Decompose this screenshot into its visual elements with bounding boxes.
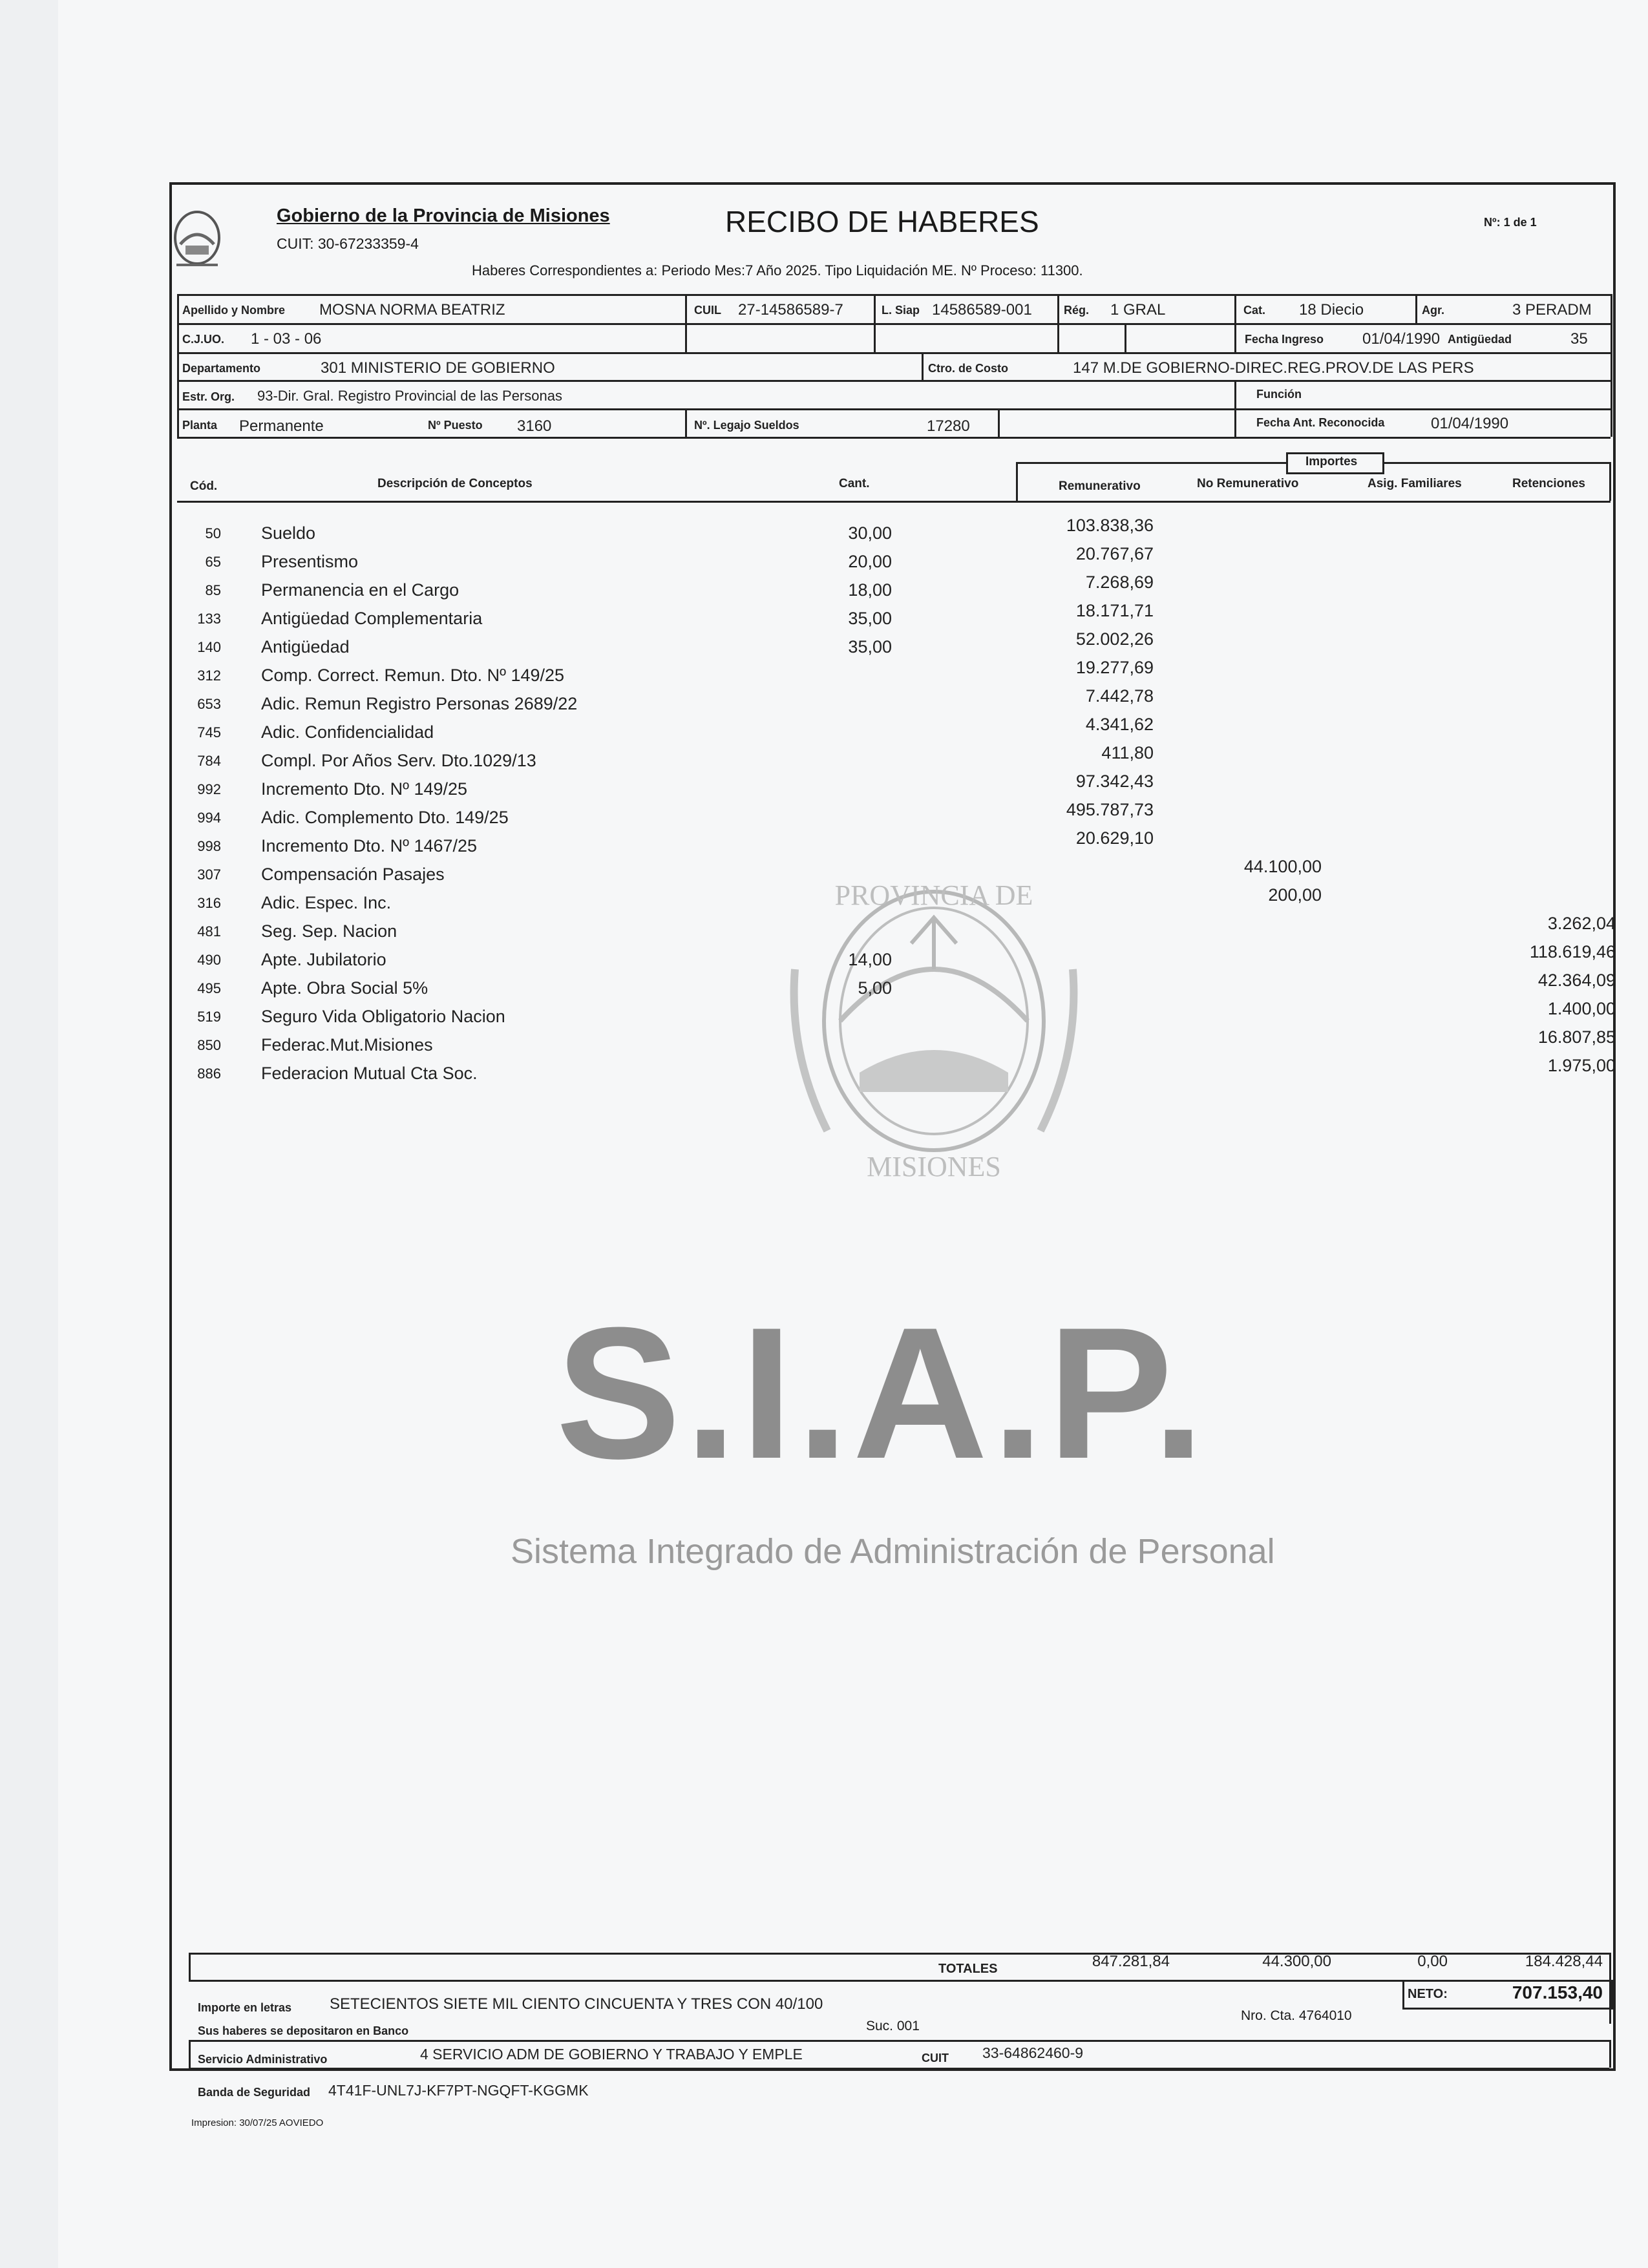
concept-remun: 4.341,62 <box>1085 715 1154 734</box>
concept-no-remun: 44.100,00 <box>1243 857 1322 876</box>
concept-ret: 1.400,00 <box>1547 999 1616 1018</box>
period-line: Haberes Correspondientes a: Periodo Mes:7 Año 2025. Tipo Liquidación ME. Nº Proceso: 11300. <box>472 262 1083 278</box>
concept-code: 316 <box>197 895 221 911</box>
depto-value: 301 MINISTERIO DE GOBIERNO <box>321 359 555 377</box>
concept-description: Incremento Dto. Nº 1467/25 <box>261 836 478 856</box>
info-rule <box>177 380 1611 382</box>
concept-description: Antigüedad Complementaria <box>261 609 483 628</box>
concept-remun: 97.342,43 <box>1075 772 1154 791</box>
concept-description: Seguro Vida Obligatorio Nacion <box>261 1007 505 1026</box>
info-rule <box>177 408 1611 410</box>
puesto-value: 3160 <box>517 417 552 435</box>
province-seal-watermark <box>782 859 1086 1182</box>
info-rule <box>685 408 687 437</box>
concept-description: Sueldo <box>261 523 316 543</box>
concept-remun: 103.838,36 <box>1066 516 1154 535</box>
impresion-info: Impresion: 30/07/25 AOVIEDO <box>191 2117 324 2128</box>
banco-label: Sus haberes se depositaron en Banco <box>198 2024 409 2037</box>
concept-remun: 52.002,26 <box>1075 629 1154 649</box>
banda-value: 4T41F-UNL7J-KF7PT-NGQFT-KGGMK <box>328 2082 589 2099</box>
cjuo-label: C.J.UO. <box>182 333 225 346</box>
concept-ret: 118.619,46 <box>1529 942 1616 961</box>
concept-description: Apte. Jubilatorio <box>261 950 386 969</box>
puesto-label: Nº Puesto <box>428 419 483 432</box>
col-remun: Remunerativo <box>1059 479 1141 493</box>
servicio-cuit-value: 33-64862460-9 <box>982 2044 1084 2061</box>
concept-code: 50 <box>205 525 221 541</box>
info-rule <box>1611 294 1612 437</box>
info-rule <box>177 294 1611 296</box>
info-rule <box>998 408 1000 437</box>
importes-rule <box>1016 462 1018 501</box>
info-rule <box>1234 294 1236 352</box>
totals-rule <box>189 1980 1609 1982</box>
concept-cant: 30,00 <box>848 523 892 543</box>
concept-code: 312 <box>197 667 221 684</box>
agr-label: Agr. <box>1422 304 1445 317</box>
info-rule <box>922 352 924 380</box>
concept-no-remun: 200,00 <box>1268 885 1322 905</box>
concept-code: 481 <box>197 923 221 940</box>
total-ret: 184.428,44 <box>1525 1953 1603 1970</box>
province-logo <box>171 205 223 277</box>
seal-top-text: PROVINCIA DE <box>834 879 1033 911</box>
concept-cant: 14,00 <box>848 950 892 969</box>
concept-ret: 1.975,00 <box>1547 1056 1616 1075</box>
concept-code: 992 <box>197 781 221 797</box>
concept-cant: 18,00 <box>848 580 892 600</box>
footer-rule <box>189 2040 1609 2042</box>
concept-description: Compl. Por Años Serv. Dto.1029/13 <box>261 751 536 770</box>
concept-description: Federac.Mut.Misiones <box>261 1035 433 1055</box>
info-rule <box>685 294 687 323</box>
info-rule <box>177 294 179 437</box>
ctro-label: Ctro. de Costo <box>928 362 1008 375</box>
planta-value: Permanente <box>239 417 324 435</box>
concept-code: 85 <box>205 582 221 598</box>
footer-rule <box>1609 2040 1611 2068</box>
concept-description: Compensación Pasajes <box>261 865 445 884</box>
legajo-label: Nº. Legajo Sueldos <box>694 419 799 432</box>
concept-code: 994 <box>197 810 221 826</box>
siap-subtitle: Sistema Integrado de Administración de Personal <box>511 1532 1275 1571</box>
concept-code: 850 <box>197 1037 221 1053</box>
col-no-remun: No Remunerativo <box>1197 477 1299 490</box>
reg-label: Rég. <box>1064 304 1090 317</box>
info-rule <box>177 352 1611 354</box>
info-rule <box>1125 323 1126 352</box>
servicio-label: Servicio Administrativo <box>198 2053 328 2066</box>
concept-code: 519 <box>197 1009 221 1025</box>
fecha-ant-label: Fecha Ant. Reconocida <box>1256 416 1385 429</box>
col-desc: Descripción de Conceptos <box>377 477 533 490</box>
org-cuit: CUIT: 30-67233359-4 <box>277 235 419 252</box>
fecha-ingreso-label: Fecha Ingreso <box>1245 333 1324 346</box>
concept-remun: 18.171,71 <box>1075 601 1154 620</box>
importe-value: SETECIENTOS SIETE MIL CIENTO CINCUENTA Y TRES CON 40/100 <box>330 1995 823 2013</box>
lsiap-label: L. Siap <box>882 304 920 317</box>
estr-value: 93-Dir. Gral. Registro Provincial de las Personas <box>257 388 562 404</box>
info-rule <box>874 323 876 352</box>
concept-remun: 495.787,73 <box>1066 800 1154 819</box>
legajo-value: 17280 <box>927 417 970 435</box>
info-rule <box>1234 408 1236 437</box>
depto-label: Departamento <box>182 362 261 375</box>
concept-cant: 35,00 <box>848 637 892 656</box>
concept-remun: 7.442,78 <box>1085 686 1154 706</box>
concept-description: Presentismo <box>261 552 359 571</box>
agr-value: 3 PERADM <box>1512 301 1592 319</box>
concept-ret: 42.364,09 <box>1537 971 1616 990</box>
sucursal: Suc. 001 <box>866 2019 920 2033</box>
concept-description: Federacion Mutual Cta Soc. <box>261 1064 478 1083</box>
cuil-label: CUIL <box>694 304 721 317</box>
info-rule <box>1234 380 1236 408</box>
importes-header: Importes <box>1305 455 1358 468</box>
concept-code: 65 <box>205 554 221 570</box>
info-rule <box>177 323 1611 325</box>
ctro-value: 147 M.DE GOBIERNO-DIREC.REG.PROV.DE LAS PERS <box>1073 359 1474 377</box>
employee-name: MOSNA NORMA BEATRIZ <box>319 301 505 319</box>
footer-rule <box>189 2040 191 2068</box>
concept-remun: 20.629,10 <box>1075 828 1154 848</box>
footer-rule <box>189 2068 1609 2070</box>
fecha-ant-value: 01/04/1990 <box>1431 415 1509 432</box>
document-title: RECIBO DE HABERES <box>725 205 1039 238</box>
col-cod: Cód. <box>190 479 218 493</box>
antiguedad-label: Antigüedad <box>1448 333 1512 346</box>
concept-cant: 5,00 <box>858 978 892 998</box>
fecha-ingreso-value: 01/04/1990 <box>1362 330 1441 348</box>
concept-description: Apte. Obra Social 5% <box>261 978 428 998</box>
banda-label: Banda de Seguridad <box>198 2086 311 2099</box>
estr-label: Estr. Org. <box>182 390 235 403</box>
concept-code: 490 <box>197 952 221 968</box>
total-no-remun: 44.300,00 <box>1262 1953 1331 1970</box>
info-rule <box>1057 294 1059 323</box>
concept-description: Comp. Correct. Remun. Dto. Nº 149/25 <box>261 666 565 685</box>
nro-cuenta: Nro. Cta. 4764010 <box>1241 2008 1352 2023</box>
col-ret: Retenciones <box>1512 477 1585 490</box>
neto-label: NETO: <box>1408 1987 1448 2001</box>
info-rule <box>685 323 687 352</box>
concept-cant: 35,00 <box>848 609 892 628</box>
concept-description: Adic. Confidencialidad <box>261 722 434 742</box>
concept-code: 140 <box>197 639 221 655</box>
concept-description: Adic. Espec. Inc. <box>261 893 392 912</box>
concept-description: Permanencia en el Cargo <box>261 580 460 600</box>
concept-remun: 20.767,67 <box>1075 544 1154 563</box>
total-asig: 0,00 <box>1417 1953 1448 1970</box>
siap-watermark: S.I.A.P. <box>556 1288 1209 1498</box>
concept-description: Adic. Remun Registro Personas 2689/22 <box>261 694 578 713</box>
totals-rule <box>189 1953 191 1980</box>
concept-remun: 7.268,69 <box>1085 572 1154 592</box>
concept-description: Seg. Sep. Nacion <box>261 921 397 941</box>
concept-code: 784 <box>197 753 221 769</box>
name-label: Apellido y Nombre <box>182 304 286 317</box>
antiguedad-value: 35 <box>1570 330 1588 348</box>
concept-code: 745 <box>197 724 221 740</box>
cjuo-value: 1 - 03 - 06 <box>251 330 322 348</box>
concept-remun: 19.277,69 <box>1075 658 1154 677</box>
servicio-cuit-label: CUIT <box>922 2052 949 2064</box>
header-rule <box>177 501 1611 503</box>
concept-cant: 20,00 <box>848 552 892 571</box>
seal-bottom-text: MISIONES <box>867 1151 1001 1182</box>
totals-label: TOTALES <box>938 1962 998 1976</box>
concept-code: 307 <box>197 866 221 883</box>
concept-code: 886 <box>197 1066 221 1082</box>
reg-value: 1 GRAL <box>1110 301 1166 319</box>
col-asig: Asig. Familiares <box>1368 477 1462 490</box>
neto-value: 707.153,40 <box>1512 1982 1603 2002</box>
cuil-value: 27-14586589-7 <box>738 301 843 319</box>
concept-code: 495 <box>197 980 221 996</box>
concept-ret: 16.807,85 <box>1537 1027 1616 1047</box>
concept-description: Adic. Complemento Dto. 149/25 <box>261 808 509 827</box>
info-rule <box>177 437 1611 439</box>
servicio-value: 4 SERVICIO ADM DE GOBIERNO Y TRABAJO Y EMPLE <box>420 2046 803 2063</box>
concept-ret: 3.262,04 <box>1547 914 1616 933</box>
concept-code: 133 <box>197 611 221 627</box>
info-rule <box>1057 323 1059 352</box>
concept-code: 998 <box>197 838 221 854</box>
concept-code: 653 <box>197 696 221 712</box>
org-name: Gobierno de la Provincia de Misiones <box>277 205 610 226</box>
concept-description: Incremento Dto. Nº 149/25 <box>261 779 468 799</box>
lsiap-value: 14586589-001 <box>932 301 1032 319</box>
importes-rule <box>1609 462 1611 501</box>
funcion-label: Función <box>1256 388 1302 401</box>
page-number: Nº: 1 de 1 <box>1484 216 1537 229</box>
importe-label: Importe en letras <box>198 2001 292 2014</box>
cat-value: 18 Diecio <box>1299 301 1364 319</box>
col-cant: Cant. <box>839 477 870 490</box>
info-rule <box>1415 294 1417 323</box>
concept-remun: 411,80 <box>1101 743 1154 762</box>
concept-description: Antigüedad <box>261 637 350 656</box>
planta-label: Planta <box>182 419 218 432</box>
info-rule <box>874 294 876 323</box>
total-remun: 847.281,84 <box>1092 1953 1170 1970</box>
cat-label: Cat. <box>1243 304 1266 317</box>
